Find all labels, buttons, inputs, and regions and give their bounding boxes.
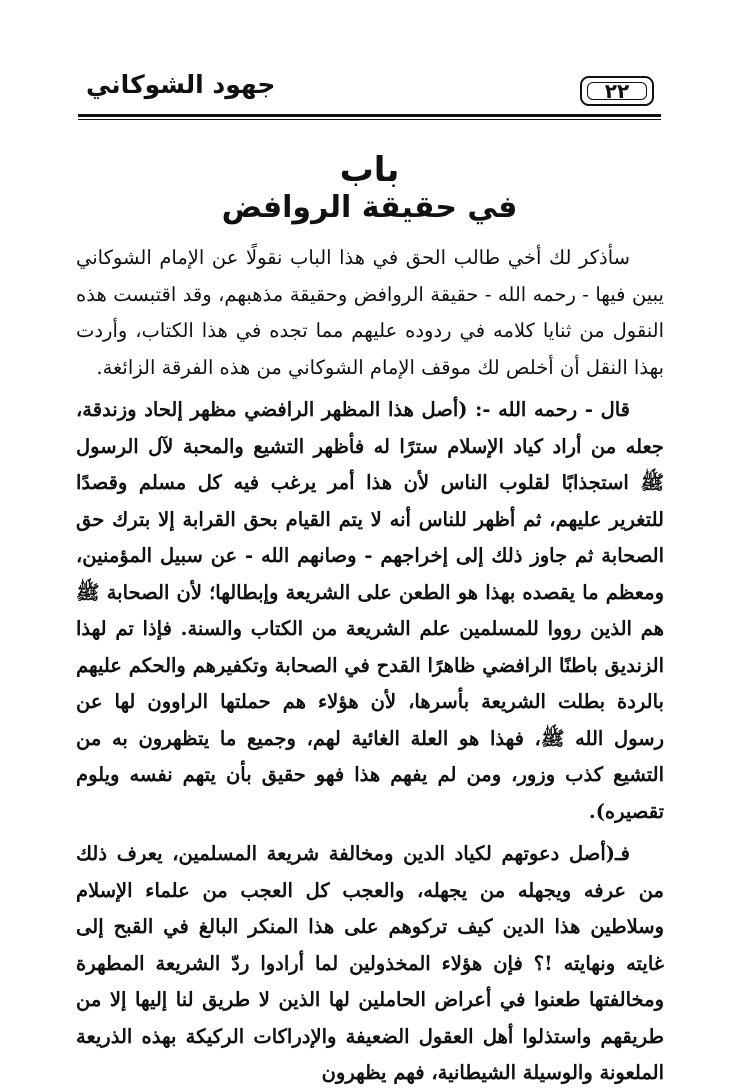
header-rule-thin xyxy=(78,119,661,120)
paragraph-intro: سأذكر لك أخي طالب الحق في هذا الباب نقولًا عن الإمام الشوكاني يبين فيها - رحمه الله - حقيقة الروافض وحقيقة مذهبهم، وقد اقتبست هذه النقول من ثنايا كلامه في ردوده عليهم مما تجده في هذا الكتاب، وأردت بهذا النقل أن أخلص لك موقف الإمام الشوكاني من هذه الفرقة الزائغة. xyxy=(76,246,664,379)
paragraph-quote-1: قال - رحمه الله -: (أصل هذا المظهر الرافضي مظهر إلحاد وزندقة، جعله من أراد كياد الإسلام سترًا له فأظهر التشيع والمحبة لآل الرسول ﷺ استجذابًا لقلوب الناس لأن هذا أمر يرغب فيه كل مسلم وقصدًا للتغرير عليهم، ثم أظهر للناس أنه لا يتم القيام بحق القرابة إلا بترك حق الصحابة ثم جاوز ذلك إلى إخراجهم - وصانهم الله - عن سبيل المؤمنين، ومعظم ما يقصده بهذا هو الطعن على الشريعة وإبطالها؛ لأن الصحابة ﷺ هم الذين رووا للمسلمين علم الشريعة من الكتاب والسنة. فإذا تم لهذا الزنديق باطنًا الرافضي ظاهرًا القدح في الصحابة وتكفيرهم والحكم عليهم بالردة بطلت الشريعة بأسرها، لأن هؤلاء هم حملتها الراوون لها عن رسول الله ﷺ، فهذا هو العلة الغائية لهم، وجميع ما يتظهرون به من التشيع كذب وزور، ومن لم يفهم هذا فهو حقيق بأن يتهم نفسه ويلوم تقصيره). xyxy=(76,398,664,823)
header-rule xyxy=(78,114,661,117)
page-number: ٢٢ xyxy=(604,79,630,103)
running-title: جهود الشوكاني xyxy=(86,70,276,99)
body-text xyxy=(76,240,664,1092)
chapter-heading: باب xyxy=(339,150,400,190)
page-number-frame xyxy=(580,76,654,106)
chapter-subheading: في حقيقة الروافض xyxy=(221,190,518,225)
paragraph-quote-2: فـ(أصل دعوتهم لكياد الدين ومخالفة شريعة المسلمين، يعرف ذلك من عرفه ويجهله من يجهله، والعجب كل العجب من علماء الإسلام وسلاطين هذا الدين كيف تركوهم على هذا المنكر البالغ في القبح إلى غايته ونهايته !؟ فإن هؤلاء المخذولين لما أرادوا ردّ الشريعة المطهرة ومخالفتها طعنوا في أعراض الحاملين لها الذين لا طريق لنا إليها إلا من طريقهم واستذلوا أهل العقول الضعيفة والإدراكات الركيكة بهذه الذريعة الملعونة والوسيلة الشيطانية، فهم يظهرون xyxy=(76,842,664,1084)
